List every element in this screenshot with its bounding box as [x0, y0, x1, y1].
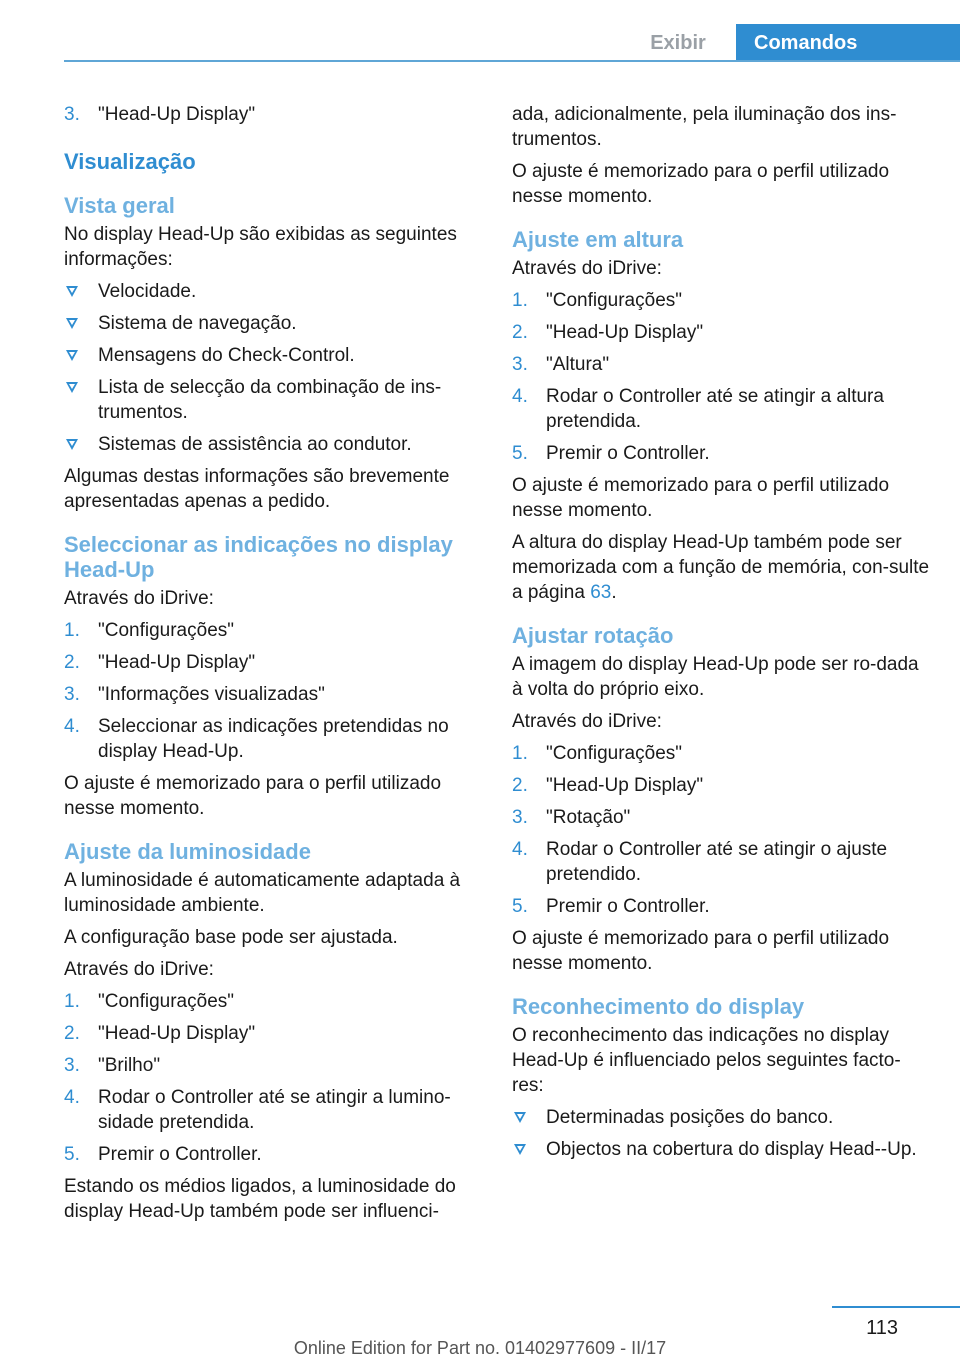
paragraph: O ajuste é memorizado para o perfil utilizado nesse momento. [64, 773, 442, 819]
list-item [64, 1053, 480, 1078]
step-text: "Configurações" [546, 743, 683, 764]
paragraph: A luminosidade é automaticamente adaptada à luminosidade ambiente. [64, 870, 461, 916]
list-item [64, 714, 480, 764]
step-number: 1. [512, 290, 528, 311]
list-item [512, 288, 932, 313]
step-number: 3. [512, 807, 528, 828]
step-number: 4. [64, 1087, 80, 1108]
triangle-bullet-icon [66, 350, 78, 361]
list-item [64, 375, 480, 425]
triangle-bullet-icon [514, 1112, 526, 1123]
step-number: 2. [64, 1023, 80, 1044]
step-text: Premir o Controller. [546, 443, 710, 464]
list-item [512, 384, 932, 434]
step-text: "Configurações" [98, 991, 235, 1012]
paragraph: Através do iDrive: [64, 959, 214, 980]
step-number: 4. [64, 716, 80, 737]
step-number: 3. [64, 684, 80, 705]
list-item [512, 805, 932, 830]
step-number: 1. [64, 991, 80, 1012]
list-item [512, 741, 932, 766]
paragraph: O ajuste é memorizado para o perfil utilizado nesse momento. [512, 928, 890, 974]
step-text: "Altura" [546, 354, 610, 375]
bullet-text: Lista de selecção da combinação de ins-trumentos. [98, 377, 442, 423]
triangle-bullet-icon [66, 439, 78, 450]
list-item [512, 1105, 932, 1130]
bullet-text: Velocidade. [98, 281, 197, 302]
list-item [64, 432, 480, 457]
paragraph: No display Head-Up são exibidas as seguintes informações: [64, 224, 457, 270]
list-item [512, 352, 932, 377]
step-number: 2. [512, 775, 528, 796]
step-number: 2. [64, 652, 80, 673]
step-text: "Head-Up Display" [546, 775, 704, 796]
header-rule [64, 60, 960, 62]
list-item [64, 1021, 480, 1046]
list-item [64, 989, 480, 1014]
heading-vista-geral: Vista geral [64, 193, 175, 218]
paragraph: Através do iDrive: [64, 588, 214, 609]
paragraph-text: . [611, 582, 617, 603]
step-text: Rodar o Controller até se atingir a lumino-sidade pretendida. [98, 1087, 451, 1133]
step-text: Seleccionar as indicações pretendidas no display Head-Up. [98, 716, 449, 762]
page-link[interactable]: 63 [590, 582, 612, 603]
right-column [512, 102, 932, 1169]
list-item [64, 618, 480, 643]
triangle-bullet-icon [66, 318, 78, 329]
step-number: 5. [512, 896, 528, 917]
list-item [64, 311, 480, 336]
list-item [512, 894, 932, 919]
list-item [64, 1142, 480, 1167]
step-text: "Configurações" [98, 620, 235, 641]
bullet-text: Objectos na cobertura do display Head--Up. [546, 1139, 917, 1160]
list-item [64, 279, 480, 304]
bullet-text: Mensagens do Check-Control. [98, 345, 355, 366]
triangle-bullet-icon [66, 382, 78, 393]
step-text: "Head-Up Display" [98, 104, 256, 125]
paragraph: Através do iDrive: [512, 711, 662, 732]
header-tab-exibir[interactable]: Exibir [650, 32, 706, 54]
triangle-bullet-icon [66, 286, 78, 297]
paragraph-text: A altura do display Head-Up também pode ser memorizada com a função de memória, con-sulte a página [512, 532, 930, 603]
heading-luminosidade: Ajuste da luminosidade [64, 839, 311, 864]
paragraph [512, 530, 932, 605]
heading-altura: Ajuste em altura [512, 227, 684, 252]
bullet-list [64, 279, 480, 457]
heading-seleccionar: Seleccionar as indicações no display Head-Up [64, 532, 453, 582]
footer-rule [832, 1306, 960, 1308]
header-tab-comandos[interactable]: Comandos [736, 24, 960, 62]
step-list [64, 618, 480, 764]
page-number: 113 [866, 1317, 898, 1339]
step-list [64, 989, 480, 1167]
step-text: Premir o Controller. [98, 1144, 262, 1165]
step-number: 3. [64, 1055, 80, 1076]
step-number: 5. [64, 1144, 80, 1165]
section-title-visualizacao: Visualização [64, 149, 196, 174]
paragraph: A imagem do display Head-Up pode ser ro-dada à volta do próprio eixo. [512, 654, 919, 700]
step-number: 5. [512, 443, 528, 464]
step-number: 1. [64, 620, 80, 641]
step-number: 1. [512, 743, 528, 764]
step-text: "Head-Up Display" [98, 652, 256, 673]
paragraph: ada, adicionalmente, pela iluminação dos ins-trumentos. [512, 104, 897, 150]
list-item [64, 650, 480, 675]
list-item [64, 343, 480, 368]
step-text: Rodar o Controller até se atingir a altura pretendida. [546, 386, 884, 432]
paragraph: O ajuste é memorizado para o perfil utilizado nesse momento. [512, 475, 890, 521]
step-text: "Informações visualizadas" [98, 684, 325, 705]
step-text: Premir o Controller. [546, 896, 710, 917]
list-item [512, 837, 932, 887]
step-number: 3. [64, 104, 80, 125]
list-item [64, 682, 480, 707]
edition-footer: Online Edition for Part no. 01402977609 - II/17 [293, 1338, 667, 1358]
paragraph: Estando os médios ligados, a luminosidade do display Head-Up também pode ser influenci- [64, 1176, 456, 1222]
step-list [512, 288, 932, 466]
step-text: Rodar o Controller até se atingir o ajuste pretendido. [546, 839, 888, 885]
list-item [512, 320, 932, 345]
list-item [64, 102, 480, 127]
list-item [64, 1085, 480, 1135]
step-text: "Rotação" [546, 807, 631, 828]
step-text: "Brilho" [98, 1055, 161, 1076]
paragraph: A configuração base pode ser ajustada. [64, 927, 398, 948]
step-number: 4. [512, 386, 528, 407]
step-number: 4. [512, 839, 528, 860]
bullet-text: Sistemas de assistência ao condutor. [98, 434, 412, 455]
list-item [512, 441, 932, 466]
paragraph: O ajuste é memorizado para o perfil utilizado nesse momento. [512, 161, 890, 207]
heading-rotacao: Ajustar rotação [512, 623, 674, 648]
step-text: "Configurações" [546, 290, 683, 311]
list-item [512, 1137, 932, 1162]
triangle-bullet-icon [514, 1144, 526, 1155]
bullet-list [512, 1105, 932, 1162]
list-item [512, 773, 932, 798]
paragraph: O reconhecimento das indicações no display Head-Up é influenciado pelos seguintes facto-res: [512, 1025, 901, 1096]
step-number: 2. [512, 322, 528, 343]
step-text: "Head-Up Display" [546, 322, 704, 343]
step-list [512, 741, 932, 919]
step-text: "Head-Up Display" [98, 1023, 256, 1044]
heading-reconhecimento: Reconhecimento do display [512, 994, 805, 1019]
left-column [64, 102, 480, 1231]
paragraph: Algumas destas informações são brevemente apresentadas apenas a pedido. [64, 466, 450, 512]
bullet-text: Determinadas posições do banco. [546, 1107, 834, 1128]
step-number: 3. [512, 354, 528, 375]
paragraph: Através do iDrive: [512, 258, 662, 279]
bullet-text: Sistema de navegação. [98, 313, 297, 334]
